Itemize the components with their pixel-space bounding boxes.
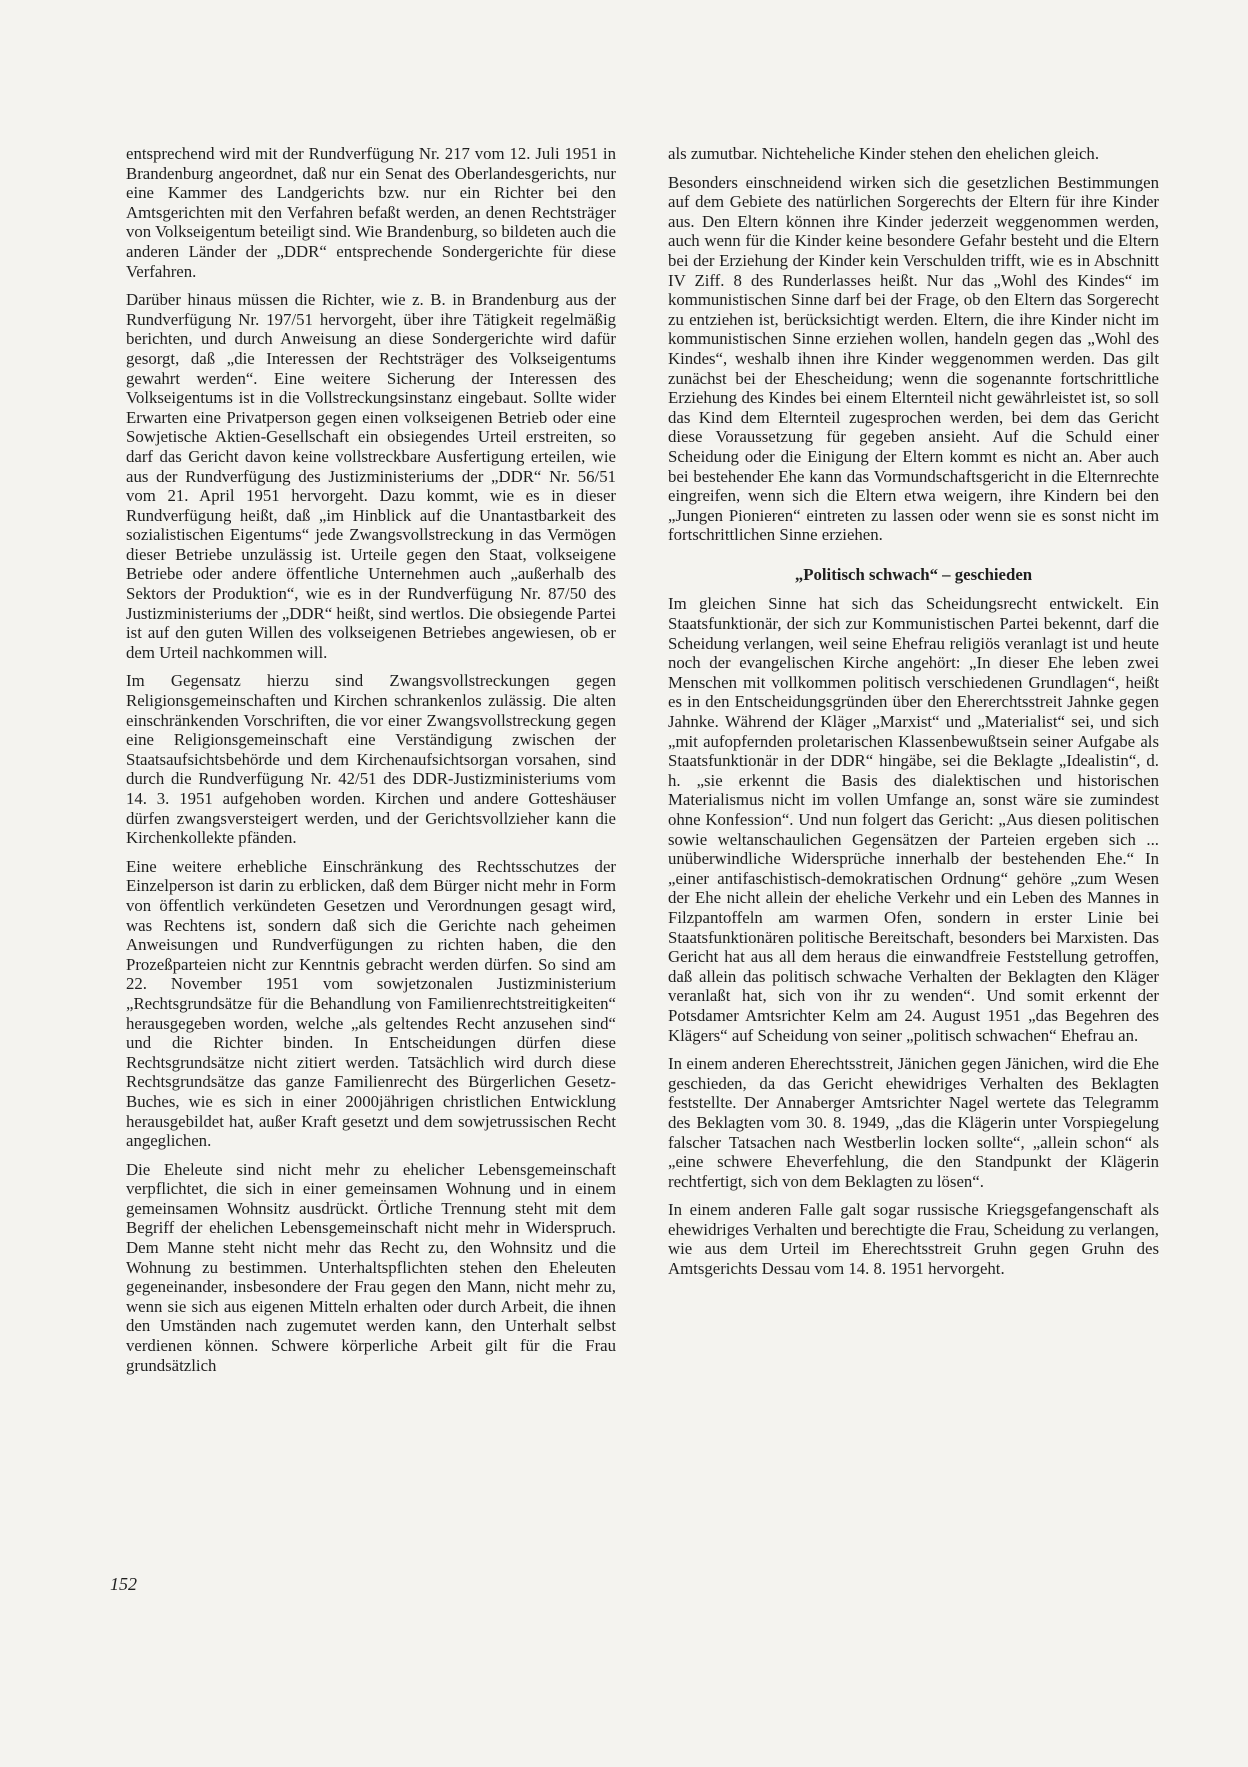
page-number: 152 — [110, 1574, 137, 1594]
paragraph: entsprechend wird mit der Rundverfügung Nr. 217 vom 12. Juli 1951 in Brandenburg angeordnet, daß nur ein Senat des Oberlandesgerichts, nur eine Kammer des Landgerichts bzw. nur ein Richter bei den Amtsgerichten mit den Verfahren befaßt werden, an denen Rechtsträger von Volkseigentum beteiligt sind. Wie Brandenburg, so bildeten auch die anderen Länder der „DDR“ entsprechende Sondergerichte für diese Verfahren. — [126, 144, 616, 281]
paragraph: Die Eheleute sind nicht mehr zu ehelicher Lebensgemeinschaft verpflichtet, die sich in einer gemeinsamen Wohnung und in einem gemeinsamen Wohnsitz ausdrückt. Örtliche Trennung steht mit dem Begriff der ehelichen Lebensgemeinschaft nicht mehr in Widerspruch. Dem Manne steht nicht mehr das Recht zu, den Wohnsitz und die Wohnung zu bestimmen. Unterhaltspflichten stehen den Eheleuten gegeneinander, insbesondere der Frau gegen den Mann, nicht mehr zu, wenn sie sich aus eigenen Mitteln erhalten oder durch Arbeit, die ihnen den Umständen nach zugemutet werden kann, den Unterhalt selbst verdienen können. Schwere körperliche Arbeit gilt für die Frau grundsätzlich — [126, 1159, 616, 1375]
paragraph: Besonders einschneidend wirken sich die gesetzlichen Bestimmungen auf dem Gebiete des natürlichen Sorgerechts der Eltern für ihre Kinder aus. Den Eltern können ihre Kinder jederzeit weggenommen werden, auch wenn für die Kinder keine besondere Gefahr besteht und die Eltern bei der Erziehung der Kinder kein Verschulden trifft, wie es in Abschnitt IV Ziff. 8 des Runderlasses heißt. Nur das „Wohl des Kindes“ im kommunistischen Sinne darf bei der Frage, ob den Eltern das Sorgerecht zu entziehen ist, berücksichtigt werden. Eltern, die ihre Kinder nicht im kommunistischen Sinne erziehen wollen, handeln gegen das „Wohl des Kindes“, weshalb ihnen ihre Kinder weggenommen werden. Das gilt zunächst bei der Ehescheidung; wenn die sogenannte fortschrittliche Erziehung des Kindes bei einem Elternteil nicht gewährleistet ist, so soll das Kind dem Elternteil zugesprochen werden, bei dem das Gericht diese Voraussetzung für gegeben ansieht. Auf die Schuld einer Scheidung oder die Einigung der Eltern kommt es nicht an. Aber auch bei bestehender Ehe kann das Vormundschaftsgericht in die Elternrechte eingreifen, wenn sich die Eltern etwa weigern, ihre Kindern bei den „Jungen Pionieren“ eintreten zu lassen oder wenn sie es sonst nicht im fortschrittlichen Sinne erziehen. — [668, 172, 1159, 545]
paragraph: Darüber hinaus müssen die Richter, wie z. B. in Brandenburg aus der Rundverfügung Nr. 197/51 hervorgeht, über ihre Tätigkeit regelmäßig berichten, und durch Anweisung an diese Sondergerichte wird dafür gesorgt, daß „die Interessen der Rechtsträger des Volkseigentums gewahrt werden“. Eine weitere Sicherung der Interessen des Volkseigentums ist in die Vollstreckungsinstanz eingebaut. Sollte wider Erwarten eine Privatperson gegen einen volkseigenen Betrieb oder eine Sowjetische Aktien-Gesellschaft ein obsiegendes Urteil erstreiten, so darf das Gericht davon keine vollstreckbare Ausfertigung erteilen, wie aus der Rundverfügung des Justizministeriums der „DDR“ Nr. 56/51 vom 21. April 1951 hervorgeht. Dazu kommt, wie es in dieser Rundverfügung heißt, daß „im Hinblick auf die Unantastbarkeit des sozialistischen Eigentums“ jede Zwangsvollstreckung in das Vermögen dieser Betriebe unzulässig ist. Urteile gegen den Staat, volkseigene Betriebe oder andere öffentliche Unternehmen auch „außerhalb des Sektors der Produktion“, wie es in der Rundverfügung Nr. 87/50 des Justizministeriums der „DDR“ heißt, sind wertlos. Die obsiegende Partei ist auf den guten Willen des volkseigenen Betriebes angewiesen, ob er dem Urteil nachkommen will. — [126, 290, 616, 662]
right-column — [668, 144, 1159, 1288]
left-column — [126, 144, 616, 1384]
section-heading: „Politisch schwach“ – geschieden — [794, 564, 1033, 584]
paragraph: Im gleichen Sinne hat sich das Scheidungsrecht entwickelt. Ein Staatsfunktionär, der sich zur Kommunistischen Partei bekennt, darf die Scheidung verlangen, weil seine Ehefrau religiös veranlagt ist und heute noch der evangelischen Kirche angehört: „In dieser Ehe leben zwei Menschen mit vollkommen politisch verschiedenen Grundlagen“, heißt es in den Entscheidungsgründen über den Ehererchtsstreit Jahnke gegen Jahnke. Während der Kläger „Marxist“ und „Materialist“ sei, und sich „mit aufopfernden proletarischen Klassenbewußtsein seiner Aufgabe als Staatsfunktionär in der DDR“ hingäbe, sei die Beklagte „Idealistin“, d. h. „sie erkennt die Basis des dialektischen und historischen Materialismus nicht im vollen Umfange an, sonst wäre sie zumindest ohne Konfession“. Und nun folgert das Gericht: „Aus diesen politischen sowie weltanschaulichen Gegensätzen der Parteien ergeben sich ... unüberwindliche Widersprüche innerhalb der bestehenden Ehe.“ In „einer antifaschistisch-demokratischen Ordnung“ gehöre „zum Wesen der Ehe nicht allein der eheliche Verkehr und ein Leben des Mannes in Filzpantoffeln am warmen Ofen, sondern in erster Linie bei Staatsfunktionären politische Bereitschaft, besonders bei Marxisten. Das Gericht hat aus all dem heraus die einwandfreie Feststellung getroffen, daß allein das politisch schwache Verhalten der Beklagten den Kläger veranlaßt hat, sich von ihr zu wenden“. Und somit erkennt der Potsdamer Amtsrichter Kelm am 24. August 1951 „das Begehren des Klägers“ auf Scheidung von seiner „politisch schwachen“ Ehefrau an. — [668, 594, 1159, 1045]
paragraph: als zumutbar. Nichteheliche Kinder stehen den ehelichen gleich. — [668, 144, 1100, 163]
paragraph: In einem anderen Falle galt sogar russische Kriegsgefangenschaft als ehewidriges Verhalten und berechtigte die Frau, Scheidung zu verlangen, wie aus dem Urteil im Eherechtsstreit Gruhn gegen Gruhn des Amtsgerichts Dessau vom 14. 8. 1951 hervorgeht. — [668, 1200, 1159, 1279]
paragraph: Im Gegensatz hierzu sind Zwangsvollstreckungen gegen Religionsgemeinschaften und Kirchen schrankenlos zulässig. Die alten einschränkenden Vorschriften, die vor einer Zwangsvollstreckung gegen eine Religionsgemeinschaft eine Verständigung zwischen der Staatsaufsichtsbehörde und dem Kirchenaufsichtsorgan vorsahen, sind durch die Rundverfügung Nr. 42/51 des DDR-Justizministeriums vom 14. 3. 1951 aufgehoben worden. Kirchen und andere Gotteshäuser dürfen zwangsversteigert werden, und der Gerichtsvollzieher kann die Kirchenkollekte pfänden. — [126, 671, 616, 848]
paragraph: In einem anderen Eherechtsstreit, Jänichen gegen Jänichen, wird die Ehe geschieden, da das Gericht ehewidriges Verhalten des Beklagten feststellte. Der Annaberger Amtsrichter Nagel wertete das Telegramm des Beklagten vom 30. 8. 1949, „das die Klägerin unter Vorspiegelung falscher Tatsachen nach Westberlin locken sollte“, „allein schon“ als „eine schwere Eheverfehlung, die den Standpunkt der Klägerin rechtfertigt, sich von dem Beklagten zu lösen“. — [668, 1054, 1159, 1191]
paragraph: Eine weitere erhebliche Einschränkung des Rechtsschutzes der Einzelperson ist darin zu erblicken, daß dem Bürger nicht mehr in Form von öffentlich verkündeten Gesetzen und Verordnungen gesagt wird, was Rechtens ist, sondern daß sich die Gerichte nach geheimen Anweisungen und Rundverfügungen zu richten haben, die den Prozeßparteien nicht zur Kenntnis gebracht werden dürfen. So sind am 22. November 1951 vom sowjetzonalen Justizministerium „Rechtsgrundsätze für die Behandlung von Familienrechtstreitigkeiten“ herausgegeben worden, welche „als geltendes Recht anzusehen sind“ und die Richter binden. In Entscheidungen dürfen diese Rechtsgrundsätze nicht zitiert werden. Tatsächlich wird durch diese Rechtsgrundsätze das ganze Familienrecht des Bürgerlichen Gesetz-Buches, wie es sich in einer 2000jährigen christlichen Entwicklung herausgebildet hat, außer Kraft gesetzt und dem sowjetrussischen Recht angeglichen. — [126, 856, 616, 1151]
